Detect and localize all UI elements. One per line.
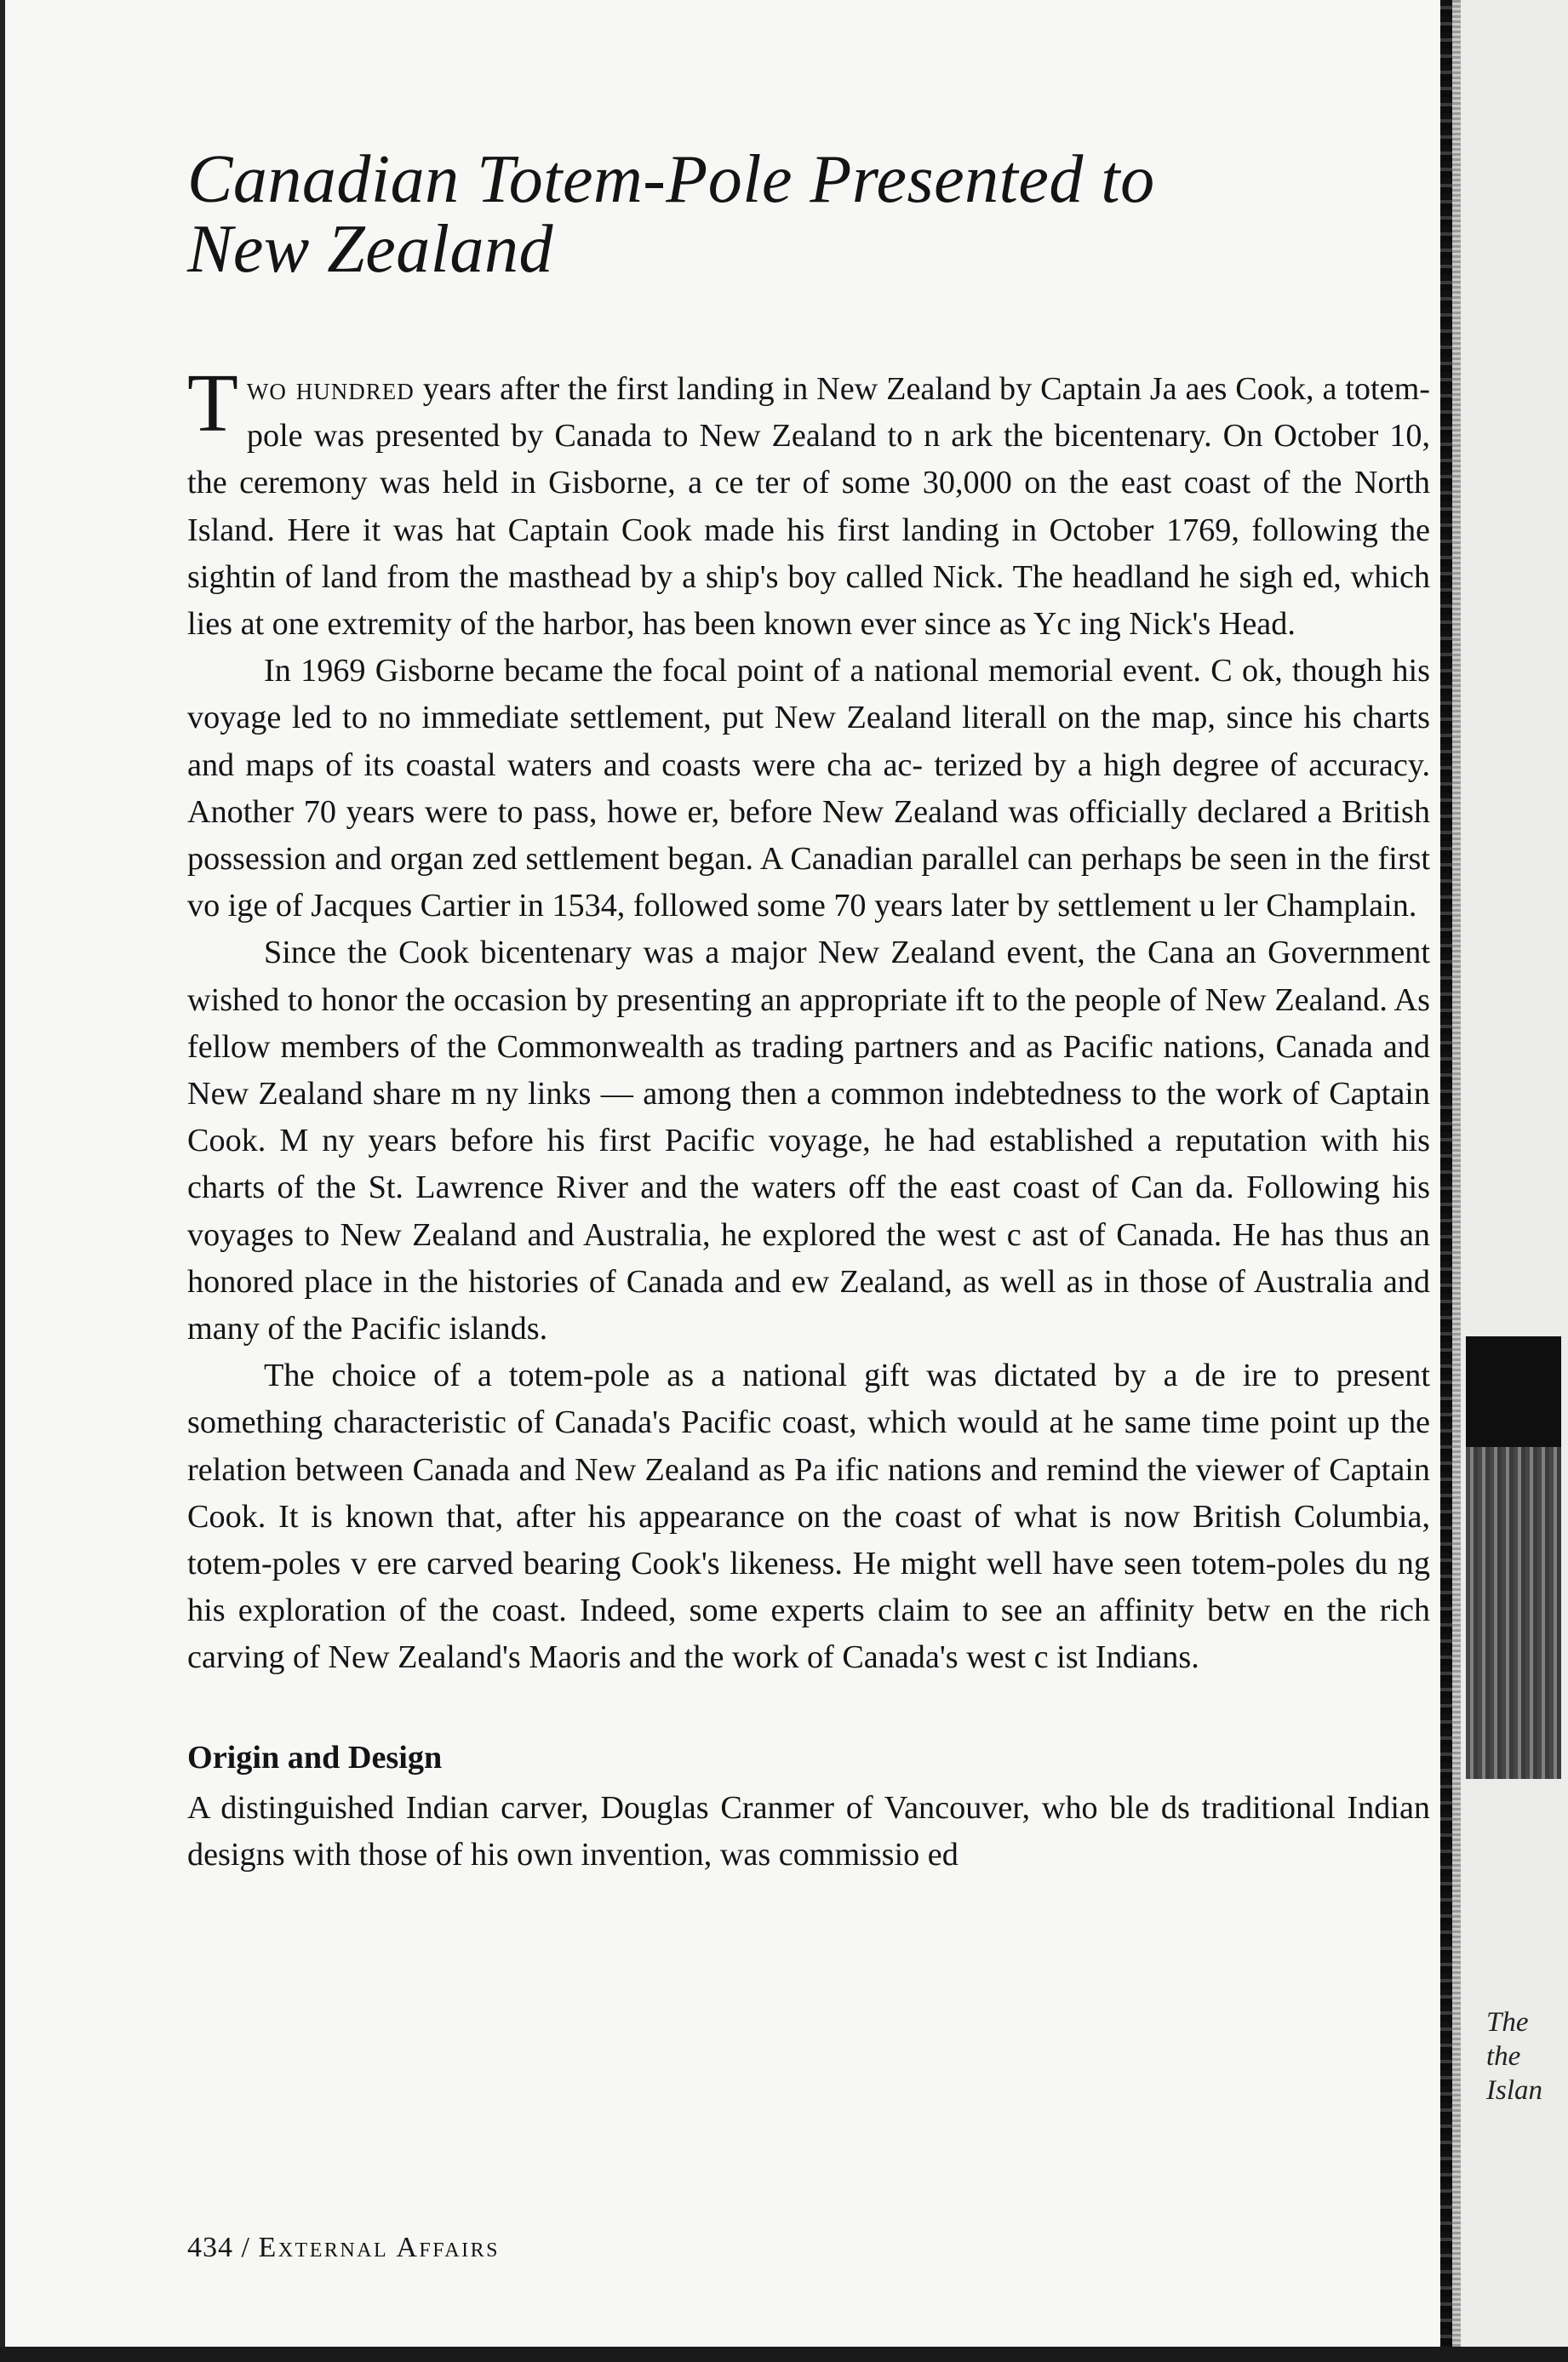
article-title: Canadian Totem-Pole Presented to New Zealand [187, 142, 1155, 287]
article [187, 142, 1430, 1879]
book-spine-shadow [1440, 0, 1452, 2362]
adjacent-page-photo-dark [1466, 1336, 1561, 1447]
page-bottom-shadow [0, 2347, 1568, 2362]
page-number: 434 / [187, 2232, 250, 2263]
paragraph-1-text: years after the first landing in New Zealand by Captain Ja aes Cook, a totem-pole was presented by Canada to New Zealand to n ark the bicentenary. On October 10, the ceremony was held in Gisborne, a ce ter of some 30,000 on the east coast of the North Island. Here it was hat Captain Cook made his first landing in October 1769, following the sightin of land from the masthead by a ship's boy called Nick. The headland he sigh ed, which lies at one extremity of the harbor, has been known ever since as Yc ing Nick's Head. [187, 371, 1430, 643]
paragraph-1 [187, 357, 1430, 648]
paragraph-4: The choice of a totem-pole as a national gift was dictated by a de ire to present something characteristic of Canada's Pacific coast, which would at he same time point up the relation between Canada and New Zealand as Pa ific nations and remind the viewer of Captain Cook. It is known that, after his appearance on the coast of what is now British Columbia, totem-poles v ere carved bearing Cook's likeness. He might well have seen totem-poles du ng his exploration of the coast. Indeed, some experts claim to see an affinity betw en the rich carving of New Zealand's Maoris and the work of Canada's west c ist Indians. [187, 1358, 1430, 1676]
article-body [187, 357, 1430, 1879]
drop-cap: T [187, 357, 238, 449]
section-paragraph: A distinguished Indian carver, Douglas Cranmer of Vancouver, who ble ds traditional Indian designs with those of his own invention, was commissio ed [187, 1789, 1430, 1873]
adjacent-page-caption: The the Islan [1486, 2007, 1542, 2106]
paragraph-2: In 1969 Gisborne became the focal point of a national memorial event. C ok, though his voyage led to no immediate settlement, put New Zealand literall on the map, since his charts and maps of its coastal waters and coasts were cha ac- terized by a high degree of accuracy. Another 70 years were to pass, howe er, before New Zealand was officially declared a British possession and organ zed settlement began. A Canadian parallel can perhaps be seen in the first vo ige of Jacques Cartier in 1534, followed some 70 years later by settlement u ler Champlain. [187, 653, 1430, 924]
page-footer [187, 2232, 500, 2264]
section-heading: Origin and Design [187, 1739, 443, 1776]
paragraph-3: Since the Cook bicentenary was a major New Zealand event, the Cana an Government wished to honor the occasion by presenting an appropriate ift to the people of New Zealand. As fellow members of the Commonwealth as trading partners and as Pacific nations, Canada and New Zealand share m ny links — among then a common indebtedness to the work of Captain Cook. M ny years before his first Pacific voyage, he had established a reputation with his charts of the St. Lawrence River and the waters off the east coast of Can da. Following his voyages to New Zealand and Australia, he explored the west c ast of Canada. He has thus an honored place in the histories of Canada and ew Zealand, as well as in those of Australia and many of the Pacific islands. [187, 935, 1430, 1347]
lead-in: wo hundred [246, 371, 415, 407]
page-left-shadow [0, 0, 5, 2362]
publication-name: External Affairs [258, 2232, 500, 2263]
spine-edge-texture [1452, 0, 1461, 2362]
